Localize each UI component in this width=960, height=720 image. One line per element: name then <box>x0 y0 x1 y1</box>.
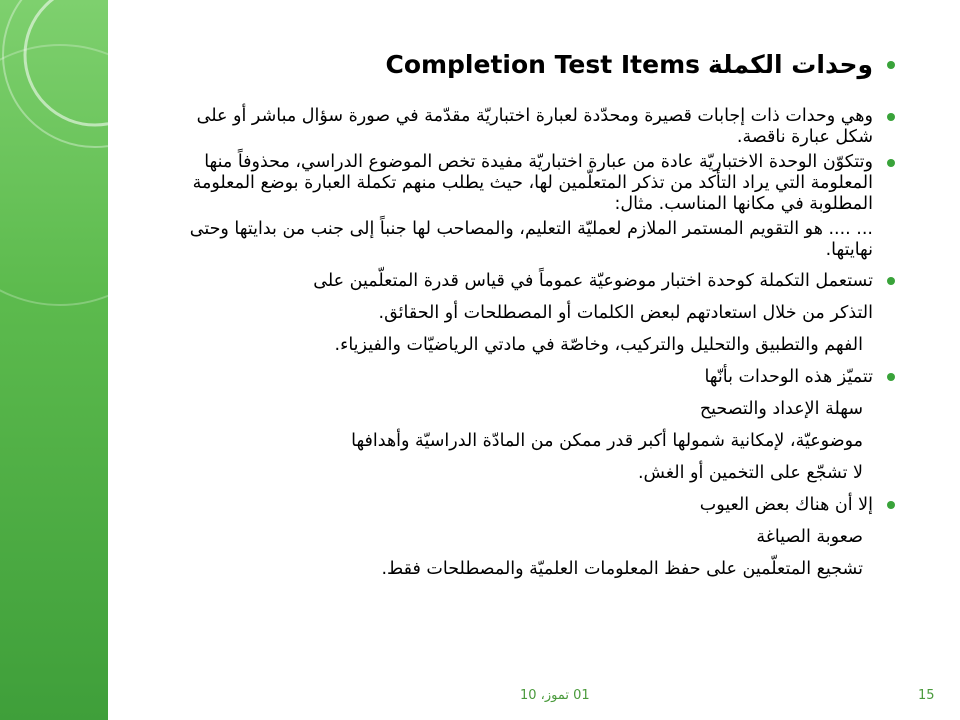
title-english: Completion Test Items <box>385 50 701 79</box>
paragraph-structure <box>170 152 895 215</box>
example-text: ... .... هو التقويم المستمر الملازم لعمليّة التعليم، والمصاحب لها جنباً إلى جنب من بدايتها وحتى نهايتها. <box>189 219 873 260</box>
usage-line-1 <box>170 265 895 297</box>
bullet-icon <box>887 113 895 121</box>
decorative-sidebar <box>0 0 108 720</box>
slide-content <box>170 40 895 585</box>
drawbacks-heading <box>170 489 895 521</box>
feature-item: سهلة الإعداد والتصحيح <box>699 399 863 419</box>
usage-line-1-text: تستعمل التكملة كوحدة اختبار موضوعيّة عموماً في قياس قدرة المتعلّمين على <box>313 271 873 291</box>
paragraph-definition <box>170 106 895 148</box>
drawbacks-heading-text: إلا أن هناك بعض العيوب <box>699 495 873 515</box>
bullet-icon <box>887 373 895 381</box>
feature-item: لا تشجّع على التخمين أو الغش. <box>637 463 863 483</box>
drawback-item: صعوبة الصياغة <box>756 527 863 547</box>
slide-title <box>170 40 873 90</box>
features-heading-text: تتميّز هذه الوحدات بأنّها <box>704 367 873 387</box>
slide-number: 15 <box>918 688 935 703</box>
feature-item: موضوعيّة، لإمكانية شمولها أكبر قدر ممكن من المادّة الدراسيّة وأهدافها <box>351 431 863 451</box>
sidebar-arcs <box>0 0 108 720</box>
bullet-icon <box>887 159 895 167</box>
bullet-icon <box>887 277 895 285</box>
bullet-icon <box>887 61 895 69</box>
paragraph-1-text: وهي وحدات ذات إجابات قصيرة ومحدّدة لعبارة اختباريّة مقدّمة في صورة سؤال مباشر أو على شكل عبارة ناقصة. <box>196 106 873 147</box>
paragraph-2-text: وتتكوّن الوحدة الاختباريّة عادة من عبارة اختباريّة مفيدة تخص الموضوع الدراسي، محذوفاً منها المعلومة التي يراد التأكد من تذكر المتعلّمين لها، حيث يطلب منهم تكملة العبارة بوضع المعلومة المطلوبة في مكانها المناسب. مثال: <box>192 152 873 214</box>
drawback-item: تشجيع المتعلّمين على حفظ المعلومات العلميّة والمصطلحات فقط. <box>381 559 863 579</box>
slide-title-row <box>170 40 895 90</box>
title-arabic: وحدات الكملة <box>707 50 873 79</box>
features-heading <box>170 361 895 393</box>
bullet-icon <box>887 501 895 509</box>
footer-date: 01 تموز، 10 <box>520 688 590 703</box>
usage-line-3: الفهم والتطبيق والتحليل والتركيب، وخاصّة في مادتي الرياضيّات والفيزياء. <box>334 335 863 355</box>
usage-line-2: التذكر من خلال استعادتهم لبعض الكلمات أو المصطلحات أو الحقائق. <box>378 303 873 323</box>
